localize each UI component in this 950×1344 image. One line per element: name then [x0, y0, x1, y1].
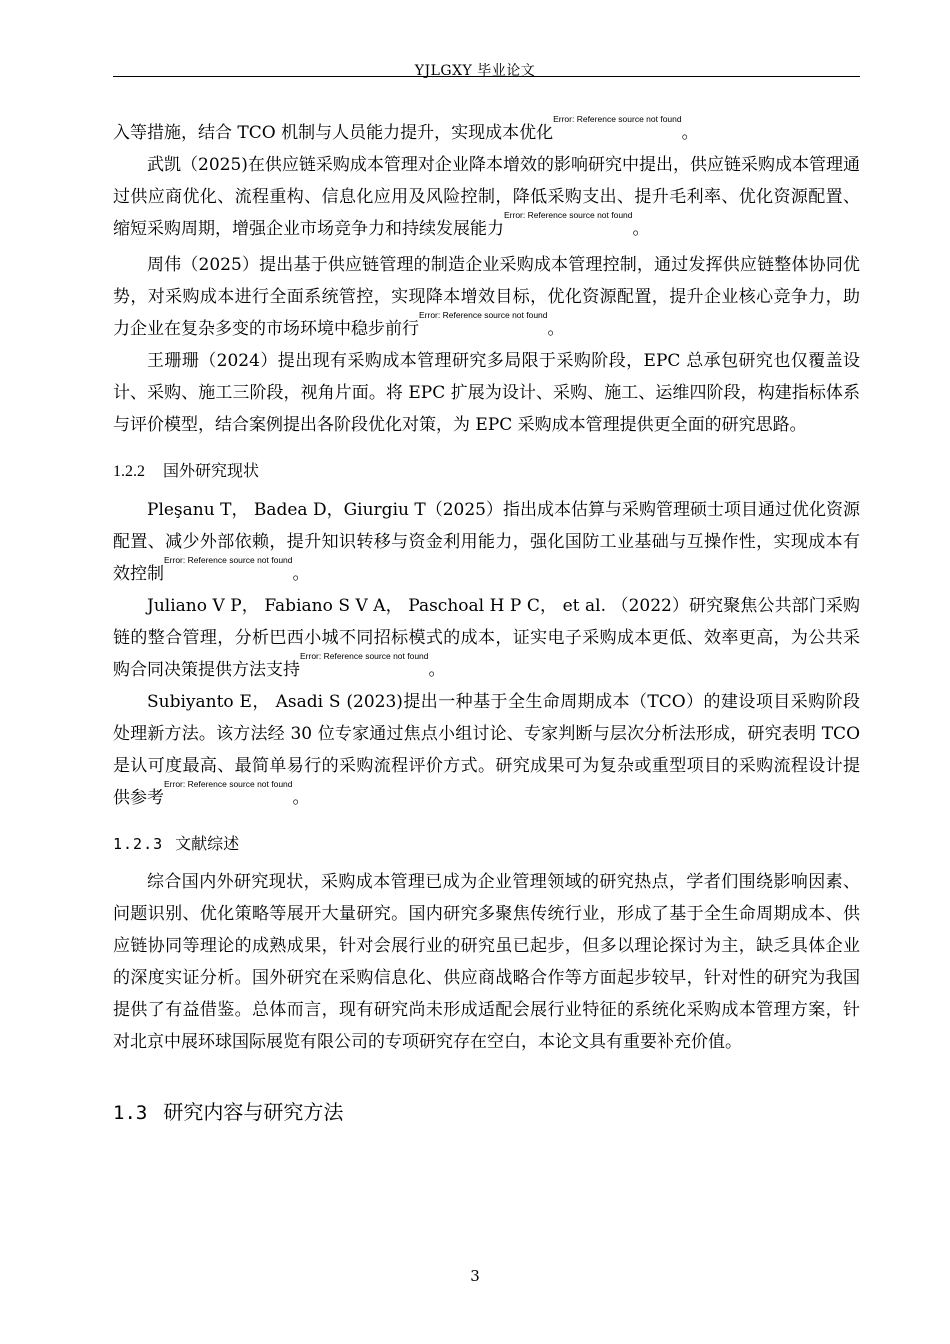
- reference-error: Error: Reference source not found: [553, 114, 682, 124]
- paragraph-subiyanto: Subiyanto E， Asadi S (2023)提出一种基于全生命周期成本（TCO）的建设项目采购阶段处理新方法。该方法经 30 位专家通过焦点小组讨论、专家判断与层次分析法形成，研究表明 TCO 是认可度最高、最简单易行的采购流程评价方式。研究成果可为复杂或重型项目的采购流程设计提供参考$^{Error: Reference source not found}$。: [113, 692, 860, 808]
- paragraph-juliano: Juliano V P， Fabiano S V A， Paschoal H P C， et al. （2022）研究聚焦公共部门采购链的整合管理，分析巴西小城不同招标模式的成本，证实电子采购成本更低、效率更高，为公共采购合同决策提供方法支持$^{Error: Reference source not found}$。: [113, 596, 860, 680]
- reference-error: Error: Reference source not found: [164, 555, 293, 565]
- paragraph-plesanu: Pleşanu T， Badea D，Giurgiu T（2025）指出成本估算与采购管理硕士项目通过优化资源配置、减少外部依赖，提升知识转移与资金利用能力，强化国防工业基础与互操作性，实现成本有效控制$^{Error: Reference source not found}$。: [113, 500, 860, 584]
- paragraph-zhouwei: 周伟（2025）提出基于供应链管理的制造企业采购成本管理控制，通过发挥供应链整体协同优势，对采购成本进行全面系统管控，实现降本增效目标，优化资源配置，提升企业核心竞争力，助力企业在复杂多变的市场环境中稳步前行$^{Error: Reference source not found}$。: [113, 255, 860, 339]
- paragraph-intro-1: 入等措施，结合 TCO 机制与人员能力提升，实现成本优化$^{Error: Reference source not found}$。: [113, 114, 699, 143]
- header-divider: [113, 76, 860, 77]
- section-title: 研究内容与研究方法: [163, 1100, 344, 1124]
- reference-error: Error: Reference source not found: [300, 651, 429, 661]
- reference-error: Error: Reference source not found: [504, 210, 633, 220]
- reference-error: Error: Reference source not found: [164, 779, 293, 789]
- page-number: 3: [470, 1267, 480, 1285]
- section-number: 1.2.3: [113, 835, 164, 853]
- reference-error: Error: Reference source not found: [419, 310, 548, 320]
- paragraph-wukai: 武凯（2025)在供应链采购成本管理对企业降本增效的影响研究中提出，供应链采购成本管理通过供应商优化、流程重构、信息化应用及风险控制，降低采购支出、提升毛利率、优化资源配置、缩短采购周期，增强企业市场竞争力和持续发展能力$^{Error: Reference source not found}$。: [113, 155, 860, 239]
- paragraph-wangshanshan: 王珊珊（2024）提出现有采购成本管理研究多局限于采购阶段，EPC 总承包研究也仅覆盖设计、采购、施工三阶段，视角片面。将 EPC 扩展为设计、采购、施工、运维四阶段，构建指标体系与评价模型，结合案例提出各阶段优化对策，为 EPC 采购成本管理提供更全面的研究思路。: [113, 351, 860, 435]
- document-body: [113, 114, 860, 1127]
- section-number: 1.3: [113, 1102, 148, 1124]
- page-header-title: YJLGXY 毕业论文: [414, 63, 536, 79]
- paragraph-literature-review: 综合国内外研究现状，采购成本管理已成为企业管理领域的研究热点，学者们围绕影响因素、问题识别、优化策略等展开大量研究。国内研究多聚焦传统行业，形成了基于全生命周期成本、供应链协同等理论的成熟成果，针对会展行业的研究虽已起步，但多以理论探讨为主，缺乏具体企业的深度实证分析。国外研究在采购信息化、供应商战略合作等方面起步较早，针对性的研究为我国提供了有益借鉴。总体而言，现有研究尚未形成适配会展行业特征的系统化采购成本管理方案，针对北京中展环球国际展览有限公司的专项研究存在空白，本论文具有重要补充价值。: [113, 872, 860, 1052]
- section-heading-1-2-3: [113, 832, 860, 856]
- section-title: 国外研究现状: [163, 461, 260, 480]
- section-title: 文献综述: [175, 834, 240, 853]
- section-number: 1.2.2: [113, 463, 145, 480]
- section-heading-1-2-2: [113, 459, 860, 484]
- section-heading-1-3: [113, 1098, 860, 1127]
